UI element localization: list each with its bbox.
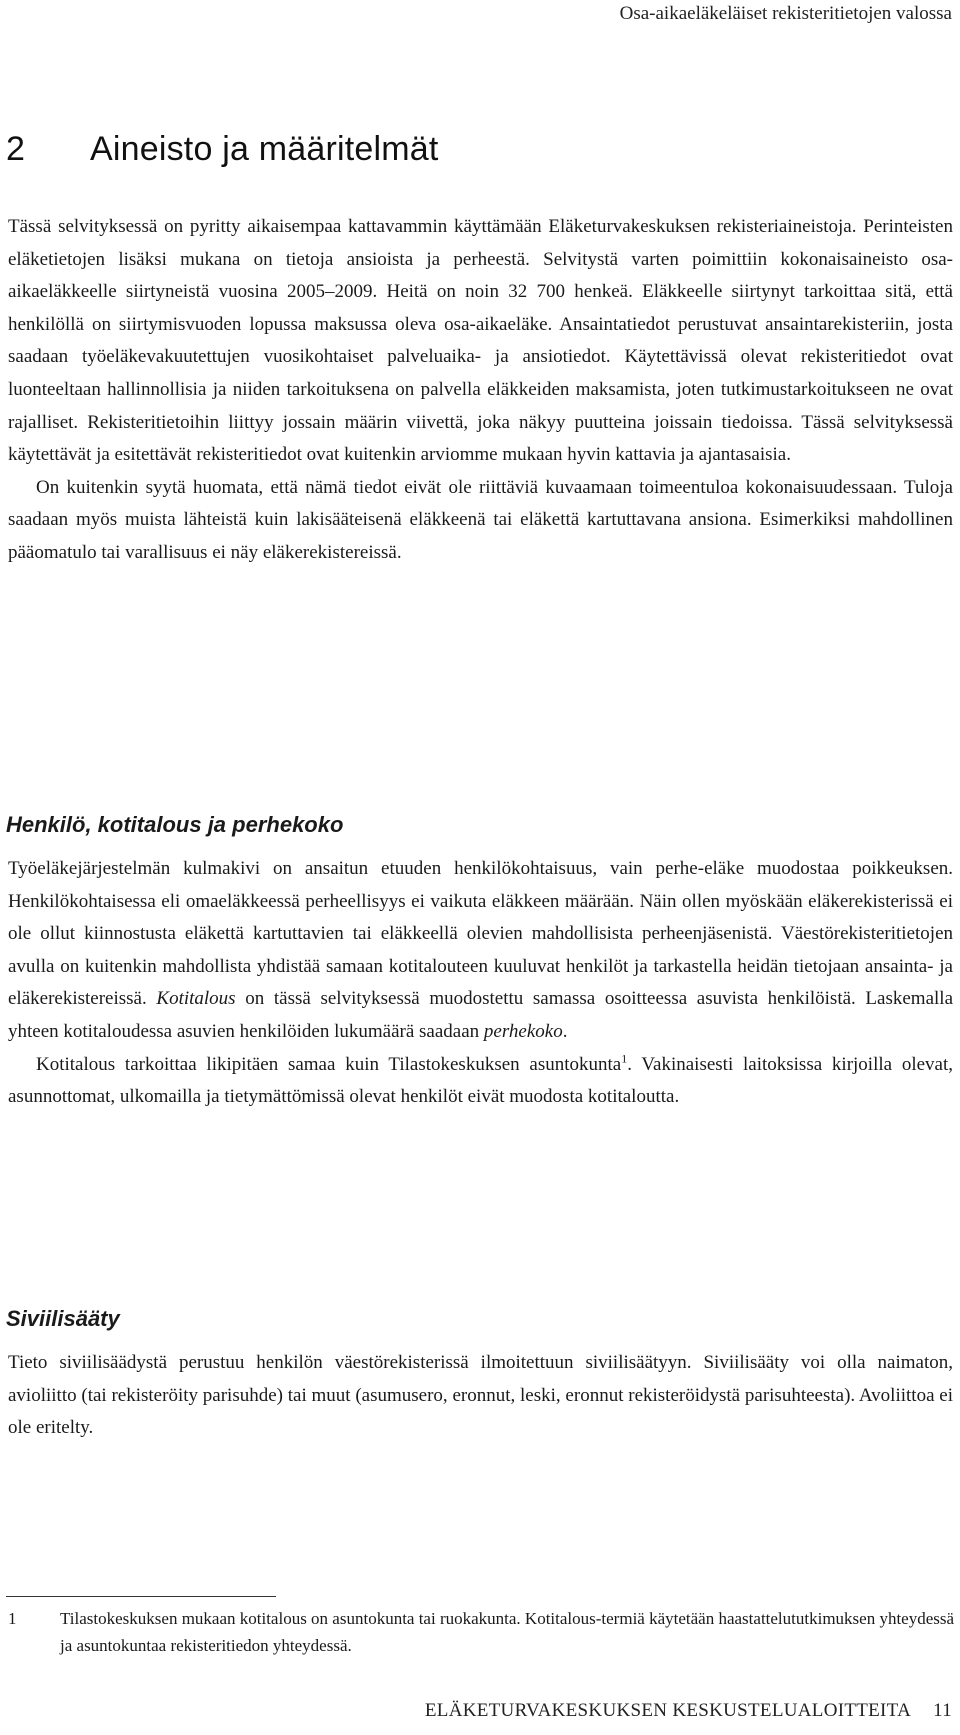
text-run: . bbox=[562, 1020, 568, 1042]
section-intro bbox=[8, 211, 953, 570]
footnote-number: 1 bbox=[8, 1609, 17, 1628]
paragraph bbox=[8, 1049, 953, 1114]
footnote-text: Tilastokeskuksen mukaan kotitalous on asuntokunta tai ruokakunta. Kotitalous-termiä käytetään haastattelututkimuksen yhteydessä ja asuntokuntaa rekisteritiedon yhteydessä. bbox=[60, 1609, 955, 1655]
text-run: Kotitalous tarkoittaa likipitäen samaa kuin Tilastokeskuksen asuntokunta bbox=[36, 1053, 622, 1075]
footnote-divider bbox=[6, 1596, 276, 1597]
page-number: 11 bbox=[933, 1700, 952, 1721]
paragraph: Tässä selvityksessä on pyritty aikaisempaa kattavammin käyttämään Eläketurvakeskuksen rekisteriaineistoja. Perinteisten eläketietojen lisäksi mukana on tietoja ansioista ja perheestä. Selvitystä varten poimittiin kokonaisaineisto osa-aikaeläkkeelle siirtyneistä vuosina 2005–2009. Heitä on noin 32 700 henkeä. Eläkkeelle siirtynyt tarkoittaa sitä, että henkilöllä on siirtymisvuoden lopussa maksussa oleva osa-aikaeläke. Ansaintatiedot perustuvat ansaintarekisteriin, josta saadaan työeläkevakuutettujen vuosikohtaiset palveluaika- ja ansiotiedot. Käytettävissä olevat rekisteritiedot ovat luonteeltaan hallinnollisia ja niiden tarkoituksena on palvella eläkkeiden maksamista, joten tutkimustarkoitukseen ne ovat rajalliset. Rekisteritietoihin liittyy jossain määrin viivettä, joka näkyy puutteina joissain tiedoissa. Tässä selvityksessä käytettävät ja esitettävät rekisteritiedot ovat kuitenkin arviomme mukaan hyvin kattavia ja ajantasaisia. bbox=[8, 216, 953, 466]
footnote bbox=[8, 1605, 956, 1659]
text-run: . Vakinaisesti laitoksissa kirjoilla olevat, asunnottomat, ulkomailla ja tietymättömissä olevat henkilöt eivät muodosta kotitaloutta. bbox=[8, 1053, 954, 1108]
section-heading-household: Henkilö, kotitalous ja perhekoko bbox=[6, 812, 344, 837]
section-heading-marital-status: Siviilisääty bbox=[6, 1306, 120, 1331]
chapter-number: 2 bbox=[6, 130, 26, 168]
text-run: on tässä selvityksessä muodostettu samassa osoitteessa asuvista henkilöistä. Laskemalla yhteen kotitaloudessa asuvien henkilöiden lukumäärä saadaan bbox=[8, 988, 953, 1042]
footnote-reference[interactable]: 1 bbox=[621, 1051, 628, 1066]
chapter-title: Aineisto ja määritelmät bbox=[90, 130, 439, 168]
section-household bbox=[8, 853, 953, 1114]
paragraph: On kuitenkin syytä huomata, että nämä tiedot eivät ole riittäviä kuvaamaan toimeentuloa kokonaisuudessaan. Tuloja saadaan myös muista lähteistä kuin lakisääteisenä eläkkeenä tai eläkettä kartuttavana ansiona. Esimerkiksi mahdollinen pääomatulo tai varallisuus ei näy eläkerekistereissä. bbox=[8, 476, 953, 563]
text-run: Työeläkejärjestelmän kulmakivi on ansaitun etuuden henkilökohtaisuus, vain perhe-eläke muodostaa poikkeuksen. Henkilökohtaisessa eli omaeläkkeessä perheellisyys ei vaikuta eläkkeen määrään. Näin ollen myöskään eläkerekisterissä ei ole ollut kiinnostusta eläkettä kartuttavien tai eläkkeellä olevien mahdollisista perheenjäsenistä. Väestörekisteritietojen avulla on kuitenkin mahdollista yhdistää samaan kotitalouteen kuuluvat henkilöt ja tarkastella heidän tietojaan ansainta- ja eläkerekistereissä. bbox=[8, 858, 953, 1010]
section-marital-status bbox=[8, 1347, 953, 1445]
running-footer bbox=[425, 1700, 952, 1722]
running-header: Osa-aikaeläkeläiset rekisteritietojen valossa bbox=[619, 3, 952, 24]
paragraph bbox=[8, 853, 953, 1049]
chapter-heading bbox=[6, 130, 439, 169]
series-title: ELÄKETURVAKESKUKSEN KESKUSTELUALOITTEITA bbox=[424, 1700, 912, 1721]
paragraph: Tieto siviilisäädystä perustuu henkilön väestörekisterissä ilmoitettuun siviilisäätyyn. Siviilisääty voi olla naimaton, avioliitto (tai rekisteröity parisuhde) tai muut (asumusero, eronnut, leski, eronnut rekisteröidystä parisuhteesta). Avoliittoa ei ole eritelty. bbox=[8, 1352, 953, 1439]
term-household: Kotitalous bbox=[156, 988, 236, 1010]
term-family-size: perhekoko bbox=[483, 1020, 563, 1042]
